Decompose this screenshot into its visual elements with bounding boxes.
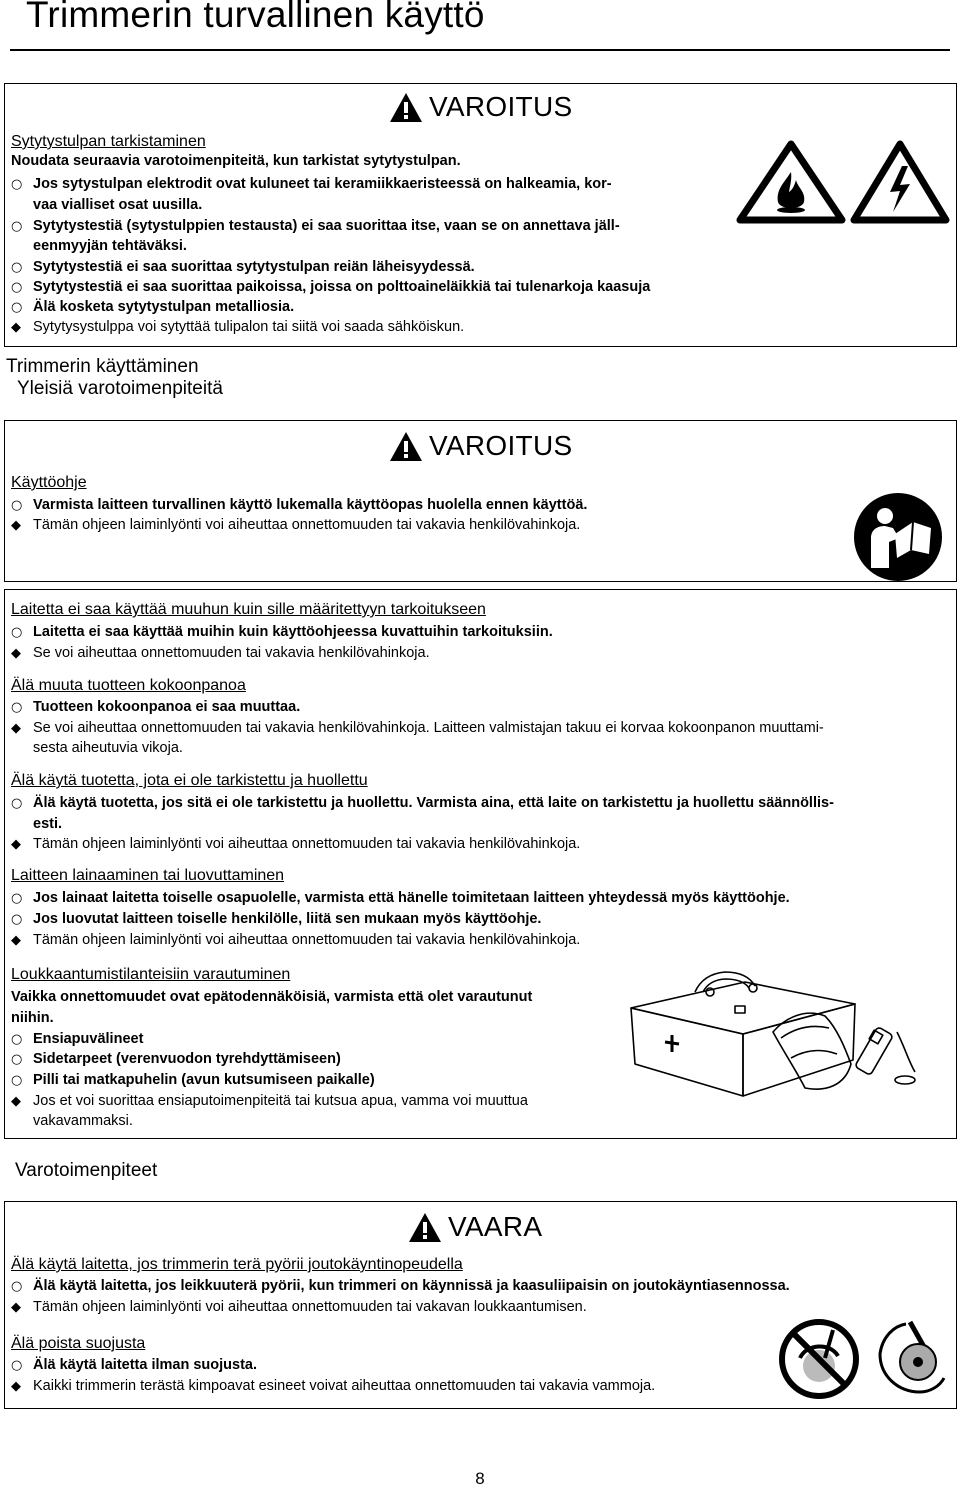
- list-item: ◆ Tämän ohjeen laiminlyönti voi aiheuttaa onnettomuuden tai vakavia henkilövahinkoja.: [11, 930, 580, 951]
- list-item: ○ Sytytystestiä (sytystulppien testausta) ei saa suorittaa itse, vaan se on annettava jäll-: [11, 216, 620, 237]
- circle-bullet-icon: ○: [11, 700, 23, 715]
- intro-text: Noudata seuraavia varotoimenpiteitä, kun tarkistat sytytystulpan.: [11, 153, 461, 169]
- list-item: ◆ Jos et voi suorittaa ensiaputoimenpiteitä tai kutsua apua, vamma voi muuttua: [11, 1091, 528, 1112]
- list-item: ○ Älä kosketa sytytystulpan metalliosia.: [11, 297, 294, 318]
- section-heading: Käyttöohje: [11, 474, 87, 491]
- list-item: ◆ Sytytysystulppa voi sytyttää tulipalon tai siitä voi saada sähköiskun.: [11, 317, 464, 338]
- circle-bullet-icon: ○: [11, 498, 23, 513]
- list-item: ○ Jos sytystulpan elektrodit ovat kuluneet tai keramiikkaeristeessä on halkeamia, kor-: [11, 174, 612, 195]
- circle-bullet-icon: ○: [11, 1279, 23, 1294]
- circle-bullet-icon: ○: [11, 625, 23, 640]
- diamond-bullet-icon: ◆: [11, 646, 21, 661]
- list-item: ○ Varmista laitteen turvallinen käyttö lukemalla käyttöopas huolella ennen käyttöä.: [11, 495, 587, 516]
- list-item: ○ Älä käytä laitetta ilman suojusta.: [11, 1355, 257, 1376]
- list-item-cont: eenmyyjän tehtäväksi.: [33, 238, 187, 254]
- list-item-cont: vaa vialliset osat uusilla.: [33, 197, 203, 213]
- diamond-bullet-icon: ◆: [11, 837, 21, 852]
- circle-bullet-icon: ○: [11, 912, 23, 927]
- section-heading: Älä käytä laitetta, jos trimmerin terä pyörii joutokäyntinopeudella: [11, 1256, 463, 1273]
- list-item: ◆ Tämän ohjeen laiminlyönti voi aiheuttaa onnettomuuden tai vakavan loukkaantumisen.: [11, 1297, 587, 1318]
- circle-bullet-icon: ○: [11, 280, 23, 295]
- no-guard-removal-icon: [778, 1318, 948, 1400]
- diamond-bullet-icon: ◆: [11, 1379, 21, 1394]
- list-item: ○ Sidetarpeet (verenvuodon tyrehdyttämiseen): [11, 1049, 341, 1070]
- intro-text: Vaikka onnettomuudet ovat epätodennäköisiä, varmista että olet varautunut: [11, 989, 533, 1005]
- warning-triangle-icon: [389, 92, 423, 123]
- diamond-bullet-icon: ◆: [11, 320, 21, 335]
- list-item: ◆ Tämän ohjeen laiminlyönti voi aiheuttaa onnettomuuden tai vakavia henkilövahinkoja.: [11, 515, 580, 536]
- list-item: ○ Laitetta ei saa käyttää muihin kuin käyttöohjeessa kuvattuihin tarkoituksiin.: [11, 622, 553, 643]
- fire-hazard-icon: [736, 140, 846, 224]
- read-manual-icon: [853, 492, 943, 582]
- diamond-bullet-icon: ◆: [11, 933, 21, 948]
- first-aid-kit-icon: [625, 968, 945, 1103]
- list-item: ○ Jos luovutat laitteen toiselle henkilölle, liitä sen mukaan myös käyttöohje.: [11, 909, 541, 930]
- danger-label: VAARA: [448, 1211, 543, 1242]
- list-item: ○ Pilli tai matkapuhelin (avun kutsumiseen paikalle): [11, 1070, 375, 1091]
- list-item-cont: esti.: [33, 816, 63, 832]
- page-number: 8: [475, 1469, 485, 1488]
- list-item: ◆ Se voi aiheuttaa onnettomuuden tai vakavia henkilövahinkoja. Laitteen valmistajan takuu ei korvaa kokoonpanon muuttami-: [11, 718, 824, 739]
- warning-label: VAROITUS: [429, 91, 573, 122]
- circle-bullet-icon: ○: [11, 260, 23, 275]
- list-item-cont: vakavammaksi.: [33, 1113, 133, 1129]
- section-title: Varotoimenpiteet: [15, 1160, 158, 1181]
- diamond-bullet-icon: ◆: [11, 518, 21, 533]
- circle-bullet-icon: ○: [11, 1032, 23, 1047]
- section-heading: Älä muuta tuotteen kokoonpanoa: [11, 677, 246, 694]
- list-item: ◆ Tämän ohjeen laiminlyönti voi aiheuttaa onnettomuuden tai vakavia henkilövahinkoja.: [11, 834, 580, 855]
- section-subtitle: Yleisiä varotoimenpiteitä: [17, 378, 223, 399]
- list-item: ◆ Se voi aiheuttaa onnettomuuden tai vakavia henkilövahinkoja.: [11, 643, 430, 664]
- circle-bullet-icon: ○: [11, 1358, 23, 1373]
- warning-triangle-icon: [389, 431, 423, 462]
- section-heading: Sytytystulpan tarkistaminen: [11, 133, 206, 150]
- circle-bullet-icon: ○: [11, 177, 23, 192]
- list-item: ○ Älä käytä laitetta, jos leikkuuterä pyörii, kun trimmeri on käynnissä ja kaasuliipaisin on joutokäyntiasennossa.: [11, 1276, 790, 1297]
- circle-bullet-icon: ○: [11, 796, 23, 811]
- section-heading: Älä poista suojusta: [11, 1335, 146, 1352]
- list-item: ○ Sytytystestiä ei saa suorittaa sytytystulpan reiän läheisyydessä.: [11, 257, 475, 278]
- circle-bullet-icon: ○: [11, 219, 23, 234]
- list-item-cont: sesta aiheutuvia vikoja.: [33, 740, 183, 756]
- warning-header: [389, 91, 572, 123]
- diamond-bullet-icon: ◆: [11, 721, 21, 736]
- circle-bullet-icon: ○: [11, 1073, 23, 1088]
- diamond-bullet-icon: ◆: [11, 1300, 21, 1315]
- section-heading: Laitetta ei saa käyttää muuhun kuin sille määritettyyn tarkoitukseen: [11, 601, 486, 618]
- section-heading: Loukkaantumistilanteisiin varautuminen: [11, 966, 291, 983]
- section-heading: Laitteen lainaaminen tai luovuttaminen: [11, 867, 285, 884]
- list-item: ○ Älä käytä tuotetta, jos sitä ei ole tarkistettu ja huollettu. Varmista aina, että laite on tarkistettu ja huollettu säännöllis-: [11, 793, 834, 814]
- section-heading: Älä käytä tuotetta, jota ei ole tarkistettu ja huollettu: [11, 772, 368, 789]
- title-divider: [10, 49, 950, 51]
- circle-bullet-icon: ○: [11, 891, 23, 906]
- intro-text-cont: niihin.: [11, 1010, 54, 1026]
- electric-hazard-icon: [850, 140, 950, 224]
- list-item: ○ Jos lainaat laitetta toiselle osapuolelle, varmista että hänelle toimitetaan laitteen yhteydessä myös käyttöohje.: [11, 888, 790, 909]
- list-item: ◆ Kaikki trimmerin terästä kimpoavat esineet voivat aiheuttaa onnettomuuden tai vakavia vammoja.: [11, 1376, 655, 1397]
- warning-header: [389, 430, 572, 462]
- list-item: ○ Sytytystestiä ei saa suorittaa paikoissa, joissa on polttoaineläikkiä tai tulenarkoja kaasuja: [11, 277, 650, 298]
- diamond-bullet-icon: ◆: [11, 1094, 21, 1109]
- danger-header: [408, 1211, 542, 1243]
- warning-triangle-icon: [408, 1212, 442, 1243]
- section-title: Trimmerin käyttäminen: [6, 356, 199, 377]
- circle-bullet-icon: ○: [11, 300, 23, 315]
- page-title: Trimmerin turvallinen käyttö: [26, 0, 485, 35]
- warning-label: VAROITUS: [429, 430, 573, 461]
- list-item: ○ Ensiapuvälineet: [11, 1029, 143, 1050]
- list-item: ○ Tuotteen kokoonpanoa ei saa muuttaa.: [11, 697, 300, 718]
- circle-bullet-icon: ○: [11, 1052, 23, 1067]
